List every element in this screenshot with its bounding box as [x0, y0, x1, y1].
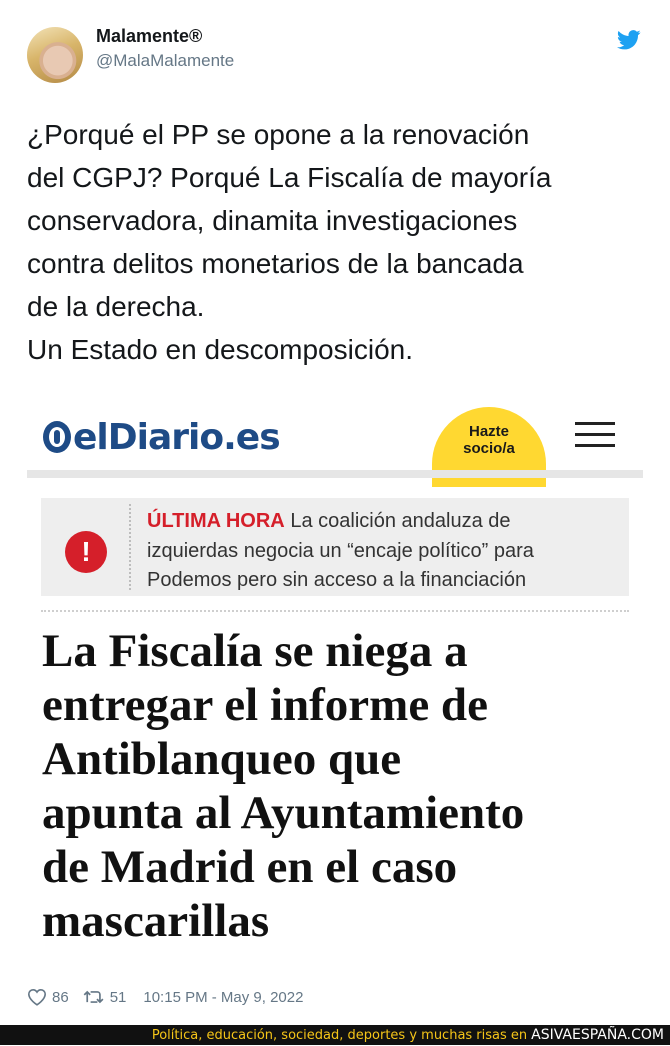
alert-line: La coalición andaluza de [290, 510, 511, 532]
hamburger-menu-icon [575, 420, 615, 450]
eldiario-logo-mark-icon [43, 421, 71, 453]
tweet-footer [27, 986, 303, 1008]
tweet-line: de la derecha. [27, 291, 205, 322]
header-divider [27, 470, 643, 478]
alert-divider [129, 504, 131, 590]
headline-line: de Madrid en el caso [42, 841, 458, 893]
news-headline [42, 624, 632, 948]
headline-line: La Fiscalía se niega a [42, 625, 468, 677]
cta-line: socio/a [463, 440, 515, 457]
tweet-line: contra delitos monetarios de la bancada [27, 248, 524, 279]
tweet-line: conservadora, dinamita investigaciones [27, 205, 518, 236]
like-count: 86 [52, 988, 69, 1006]
alert-line: Podemos pero sin acceso a la financiación [147, 569, 527, 591]
headline-line: mascarillas [42, 895, 270, 947]
alert-line: izquierdas negocia un “encaje político” para [147, 539, 534, 562]
breaking-news-box [41, 498, 629, 596]
tweet-line: ¿Porqué el PP se opone a la renovación [27, 119, 530, 150]
heart-icon[interactable] [27, 988, 47, 1006]
news-header [27, 398, 643, 470]
banner-text: Política, educación, sociedad, deportes y muchas risas en [151, 1028, 528, 1043]
banner-site: ASIVAESPAÑA.COM [531, 1027, 664, 1043]
headline-line: Antiblanqueo que [42, 733, 402, 785]
tweet-line: Un Estado en descomposición. [27, 334, 413, 365]
tweet-text [27, 113, 647, 371]
eldiario-logo: elDiario.es [73, 417, 280, 458]
retweet-icon[interactable] [83, 989, 105, 1005]
display-name[interactable]: Malamente® [96, 26, 203, 46]
user-handle[interactable]: @MalaMalamente [96, 51, 235, 70]
exclamation-icon: ! [65, 531, 107, 573]
breaking-label: ÚLTIMA HORA [147, 510, 285, 532]
twitter-bird-icon[interactable] [617, 29, 641, 51]
headline-line: apunta al Ayuntamiento [42, 787, 525, 839]
tweet-timestamp[interactable]: 10:15 PM - May 9, 2022 [143, 988, 304, 1006]
alert-text [147, 507, 617, 596]
avatar[interactable] [27, 27, 83, 83]
embedded-news-screenshot[interactable] [27, 398, 643, 976]
headline-line: entregar el informe de [42, 679, 488, 731]
dotted-divider [41, 610, 629, 612]
retweet-count: 51 [109, 988, 127, 1006]
tweet-line: del CGPJ? Porqué La Fiscalía de mayoría [27, 162, 552, 193]
site-banner[interactable] [0, 1025, 670, 1045]
cta-line: Hazte [468, 423, 509, 440]
